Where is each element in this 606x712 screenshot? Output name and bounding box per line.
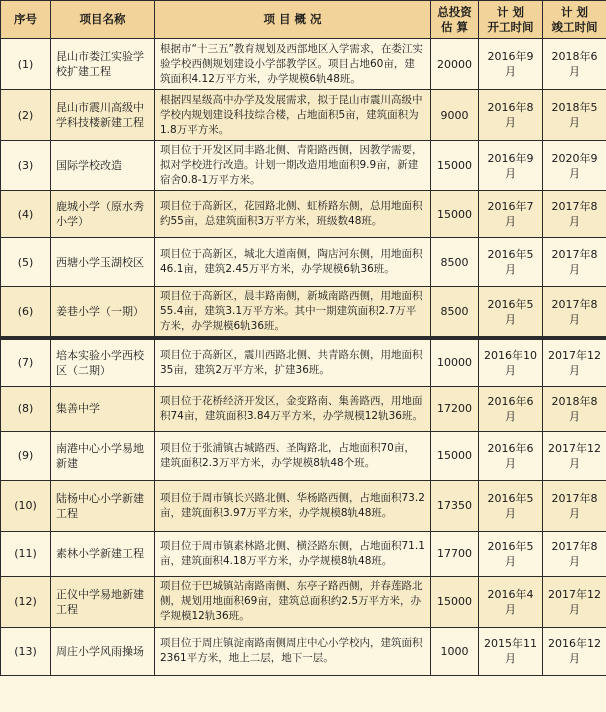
- planned-start-cell: 2016年9月: [479, 141, 543, 191]
- row-number-cell: (1): [1, 39, 51, 90]
- investment-estimate-cell: 17350: [431, 480, 479, 531]
- planned-start-cell: 2016年9月: [479, 39, 543, 90]
- planned-start-cell: 2016年5月: [479, 531, 543, 576]
- header-desc: 项 目 概 况: [155, 1, 431, 39]
- row-number-cell: (12): [1, 576, 51, 627]
- project-name-cell: 南港中心小学易地新建: [51, 431, 155, 480]
- planned-completion-cell: 2017年12月: [543, 338, 606, 386]
- planned-completion-cell: 2017年12月: [543, 431, 606, 480]
- planned-start-cell: 2016年4月: [479, 576, 543, 627]
- investment-estimate-cell: 8500: [431, 287, 479, 339]
- project-overview-cell: 项目位于高新区，晨丰路南侧，新城南路西侧，用地面积55.4亩，建筑3.1万平方米。其中一期建筑面积2.7万平方米，办学规模6轨36班。: [155, 287, 431, 339]
- planned-completion-cell: 2017年8月: [543, 287, 606, 339]
- project-name-cell: 昆山市震川高级中学科技楼新建工程: [51, 90, 155, 141]
- row-number-cell: (11): [1, 531, 51, 576]
- table-row: [1, 338, 606, 386]
- row-number-cell: (9): [1, 431, 51, 480]
- investment-estimate-cell: 15000: [431, 141, 479, 191]
- row-number-cell: (4): [1, 191, 51, 238]
- project-name-cell: 陆杨中心小学新建工程: [51, 480, 155, 531]
- row-number-cell: (5): [1, 238, 51, 287]
- project-overview-cell: 项目位于高新区，花园路北侧、虹桥路东侧，总用地面积约55亩，总建筑面积3万平方米，班级数48班。: [155, 191, 431, 238]
- table-row: [1, 576, 606, 627]
- header-start: [479, 1, 543, 39]
- table-row: [1, 531, 606, 576]
- planned-start-cell: 2016年5月: [479, 480, 543, 531]
- planned-completion-cell: 2017年12月: [543, 576, 606, 627]
- project-name-cell: 昆山市娄江实验学校扩建工程: [51, 39, 155, 90]
- row-number-cell: (10): [1, 480, 51, 531]
- project-overview-cell: 根据市“十三五”教育规划及西部地区入学需求，在娄江实验学校西侧规划建设小学部教学区。项目占地60亩，建筑面积4.12万平方米，办学规模6轨48班。: [155, 39, 431, 90]
- investment-estimate-cell: 15000: [431, 191, 479, 238]
- header-start-line1: 计 划: [496, 4, 524, 19]
- planned-start-cell: 2016年6月: [479, 431, 543, 480]
- planned-completion-cell: 2018年5月: [543, 90, 606, 141]
- table-row: [1, 386, 606, 431]
- project-overview-cell: 项目位于开发区同丰路北侧、青阳路西侧，因教学需要，拟对学校进行改造。计划一期改造用地面积9.9亩，新建宿舍0.8-1万平方米。: [155, 141, 431, 191]
- investment-estimate-cell: 17200: [431, 386, 479, 431]
- header-end: [543, 1, 606, 39]
- investment-estimate-cell: 10000: [431, 338, 479, 386]
- project-name-cell: 正仪中学易地新建工程: [51, 576, 155, 627]
- table-header-row: [1, 1, 606, 39]
- project-overview-cell: 项目位于高新区，震川西路北侧、共青路东侧，用地面积35亩，建筑2万平方米，扩建36班。: [155, 338, 431, 386]
- investment-estimate-cell: 9000: [431, 90, 479, 141]
- project-name-cell: 培本实验小学西校区（二期）: [51, 338, 155, 386]
- project-overview-cell: 项目位于周市镇长兴路北侧、华杨路西侧，占地面积73.2亩，建筑面积3.97万平方米，办学规模8轨48班。: [155, 480, 431, 531]
- row-number-cell: (7): [1, 338, 51, 386]
- table-row: [1, 90, 606, 141]
- header-investment-line2: 估 算: [440, 19, 468, 34]
- investment-estimate-cell: 15000: [431, 576, 479, 627]
- planned-completion-cell: 2017年8月: [543, 480, 606, 531]
- row-number-cell: (2): [1, 90, 51, 141]
- planned-start-cell: 2015年11月: [479, 627, 543, 675]
- project-overview-cell: 项目位于张浦镇古城路西、圣陶路北，占地面积70亩，建筑面积2.3万平方米，办学规模8轨48个班。: [155, 431, 431, 480]
- table-row: [1, 238, 606, 287]
- project-name-cell: 素林小学新建工程: [51, 531, 155, 576]
- row-number-cell: (13): [1, 627, 51, 675]
- investment-estimate-cell: 15000: [431, 431, 479, 480]
- table-row: [1, 39, 606, 90]
- project-overview-cell: 项目位于花桥经济开发区，金变路南、集善路西，用地面积74亩，建筑面积3.84万平方米，办学规模12轨36班。: [155, 386, 431, 431]
- header-start-line2: 开工时间: [487, 19, 534, 34]
- project-name-cell: 西塘小学玉湖校区: [51, 238, 155, 287]
- header-investment: [431, 1, 479, 39]
- planned-start-cell: 2016年5月: [479, 238, 543, 287]
- planned-completion-cell: 2020年9月: [543, 141, 606, 191]
- row-number-cell: (8): [1, 386, 51, 431]
- project-overview-cell: 根据四星级高中办学及发展需求，拟于昆山市震川高级中学校内规划建设科技综合楼，占地面积5亩，建筑面积为1.8万平方米。: [155, 90, 431, 141]
- table-row: [1, 627, 606, 675]
- project-name-cell: 集善中学: [51, 386, 155, 431]
- project-name-cell: 鹿城小学（原水秀小学）: [51, 191, 155, 238]
- investment-estimate-cell: 8500: [431, 238, 479, 287]
- investment-estimate-cell: 20000: [431, 39, 479, 90]
- project-overview-cell: 项目位于巴城镇站南路南侧、东亭子路西侧，并春莲路北侧，规划用地面积69亩，建筑总面积约2.5万平方米，办学规模12轨36班。: [155, 576, 431, 627]
- table-row: [1, 480, 606, 531]
- header-name: 项目名称: [51, 1, 155, 39]
- planned-completion-cell: 2016年12月: [543, 627, 606, 675]
- row-number-cell: (3): [1, 141, 51, 191]
- table-row: [1, 431, 606, 480]
- header-no: 序号: [1, 1, 51, 39]
- planned-completion-cell: 2017年8月: [543, 238, 606, 287]
- project-name-cell: 国际学校改造: [51, 141, 155, 191]
- planned-start-cell: 2016年7月: [479, 191, 543, 238]
- table-row: [1, 141, 606, 191]
- project-name-cell: 周庄小学风雨操场: [51, 627, 155, 675]
- planned-start-cell: 2016年10月: [479, 338, 543, 386]
- project-name-cell: 姜巷小学（一期）: [51, 287, 155, 339]
- planned-start-cell: 2016年8月: [479, 90, 543, 141]
- project-overview-cell: 项目位于周庄镇淀南路南侧周庄中心小学校内，建筑面积2361平方米，地上二层，地下一层。: [155, 627, 431, 675]
- planned-completion-cell: 2018年6月: [543, 39, 606, 90]
- planned-completion-cell: 2017年8月: [543, 191, 606, 238]
- investment-estimate-cell: 17700: [431, 531, 479, 576]
- header-end-line1: 计 划: [560, 4, 588, 19]
- planned-start-cell: 2016年5月: [479, 287, 543, 339]
- planned-completion-cell: 2018年8月: [543, 386, 606, 431]
- project-overview-cell: 项目位于高新区，城北大道南侧，陶店河东侧，用地面积46.1亩，建筑2.45万平方米，办学规模6轨36班。: [155, 238, 431, 287]
- table-row: [1, 191, 606, 238]
- project-overview-cell: 项目位于周市镇素林路北侧、横泾路东侧，占地面积71.1亩，建筑面积4.18万平方米，办学规模8轨48班。: [155, 531, 431, 576]
- investment-estimate-cell: 1000: [431, 627, 479, 675]
- header-investment-line1: 总投资: [437, 4, 472, 19]
- table-row: [1, 287, 606, 339]
- planned-start-cell: 2016年6月: [479, 386, 543, 431]
- header-end-line2: 竣工时间: [551, 19, 598, 34]
- row-number-cell: (6): [1, 287, 51, 339]
- planned-completion-cell: 2017年8月: [543, 531, 606, 576]
